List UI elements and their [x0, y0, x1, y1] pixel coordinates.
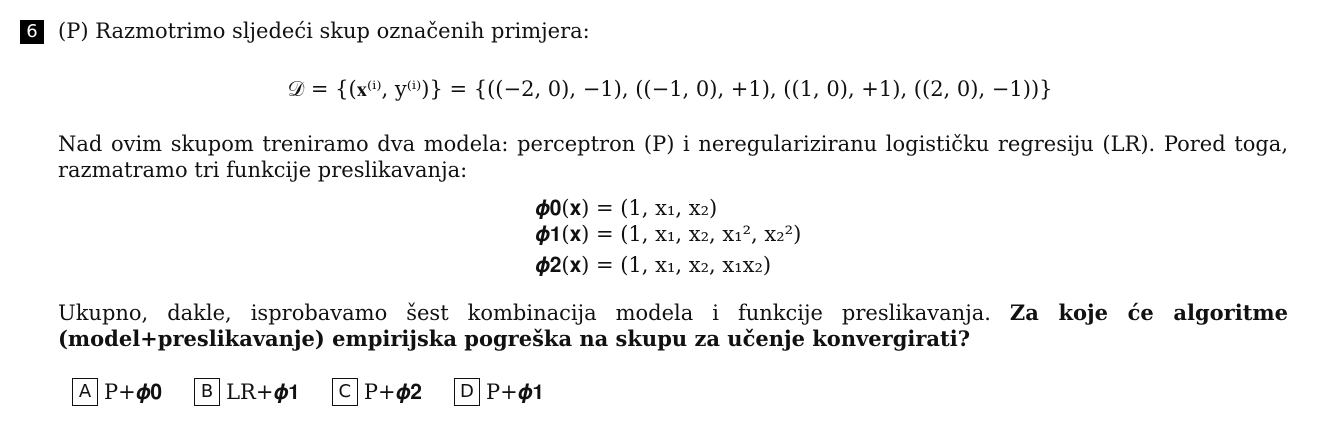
models-paragraph: Nad ovim skupom treniramo dva modela: perceptron (P) i neregulariziranu logističku regresiju (LR). Pored toga, razmatramo tri funkcije preslikavanja: — [58, 132, 1288, 183]
answer-text: LR+𝝓𝟏 — [226, 379, 300, 404]
answer-text: P+𝝓𝟏 — [485, 379, 545, 404]
answer-option-d[interactable] — [454, 378, 544, 406]
answer-text: P+𝝓𝟐 — [363, 379, 422, 404]
question-plain: Ukupno, dakle, isprobavamo šest kombinacija modela i funkcije preslikavanja. — [58, 301, 991, 325]
question-bold: Za koje će algoritme (model+preslikavanje) empirijska pogreška na skupu za učenje konvergirati? — [58, 300, 1288, 352]
answer-option-c[interactable] — [332, 378, 422, 406]
question-number: 6 — [20, 20, 44, 44]
answer-letter: A — [72, 378, 98, 406]
answer-option-b[interactable] — [194, 378, 300, 406]
feature-map-phi0: 𝝓𝟎(𝐱) = (1, x₁, x₂) — [535, 196, 718, 220]
dataset-equation: 𝒟 = {(𝐱⁽ⁱ⁾, y⁽ⁱ⁾)} = {((−2, 0), −1), ((−1, 0), +1), ((1, 0), +1), ((2, 0), −1))} — [287, 77, 1053, 101]
answer-option-a[interactable] — [72, 378, 162, 406]
feature-map-phi1: 𝝓𝟏(𝐱) = (1, x₁, x₂, x₁², x₂²) — [535, 222, 802, 246]
question-text — [58, 300, 1288, 353]
answer-options — [72, 378, 544, 406]
question-intro: (P) Razmotrimo sljedeći skup označenih primjera: — [58, 19, 590, 43]
answer-letter: B — [194, 378, 220, 406]
feature-map-phi2: 𝝓𝟐(𝐱) = (1, x₁, x₂, x₁x₂) — [535, 253, 772, 277]
answer-letter: C — [332, 378, 358, 406]
answer-letter: D — [454, 378, 480, 406]
answer-text: P+𝝓𝟎 — [104, 379, 163, 404]
